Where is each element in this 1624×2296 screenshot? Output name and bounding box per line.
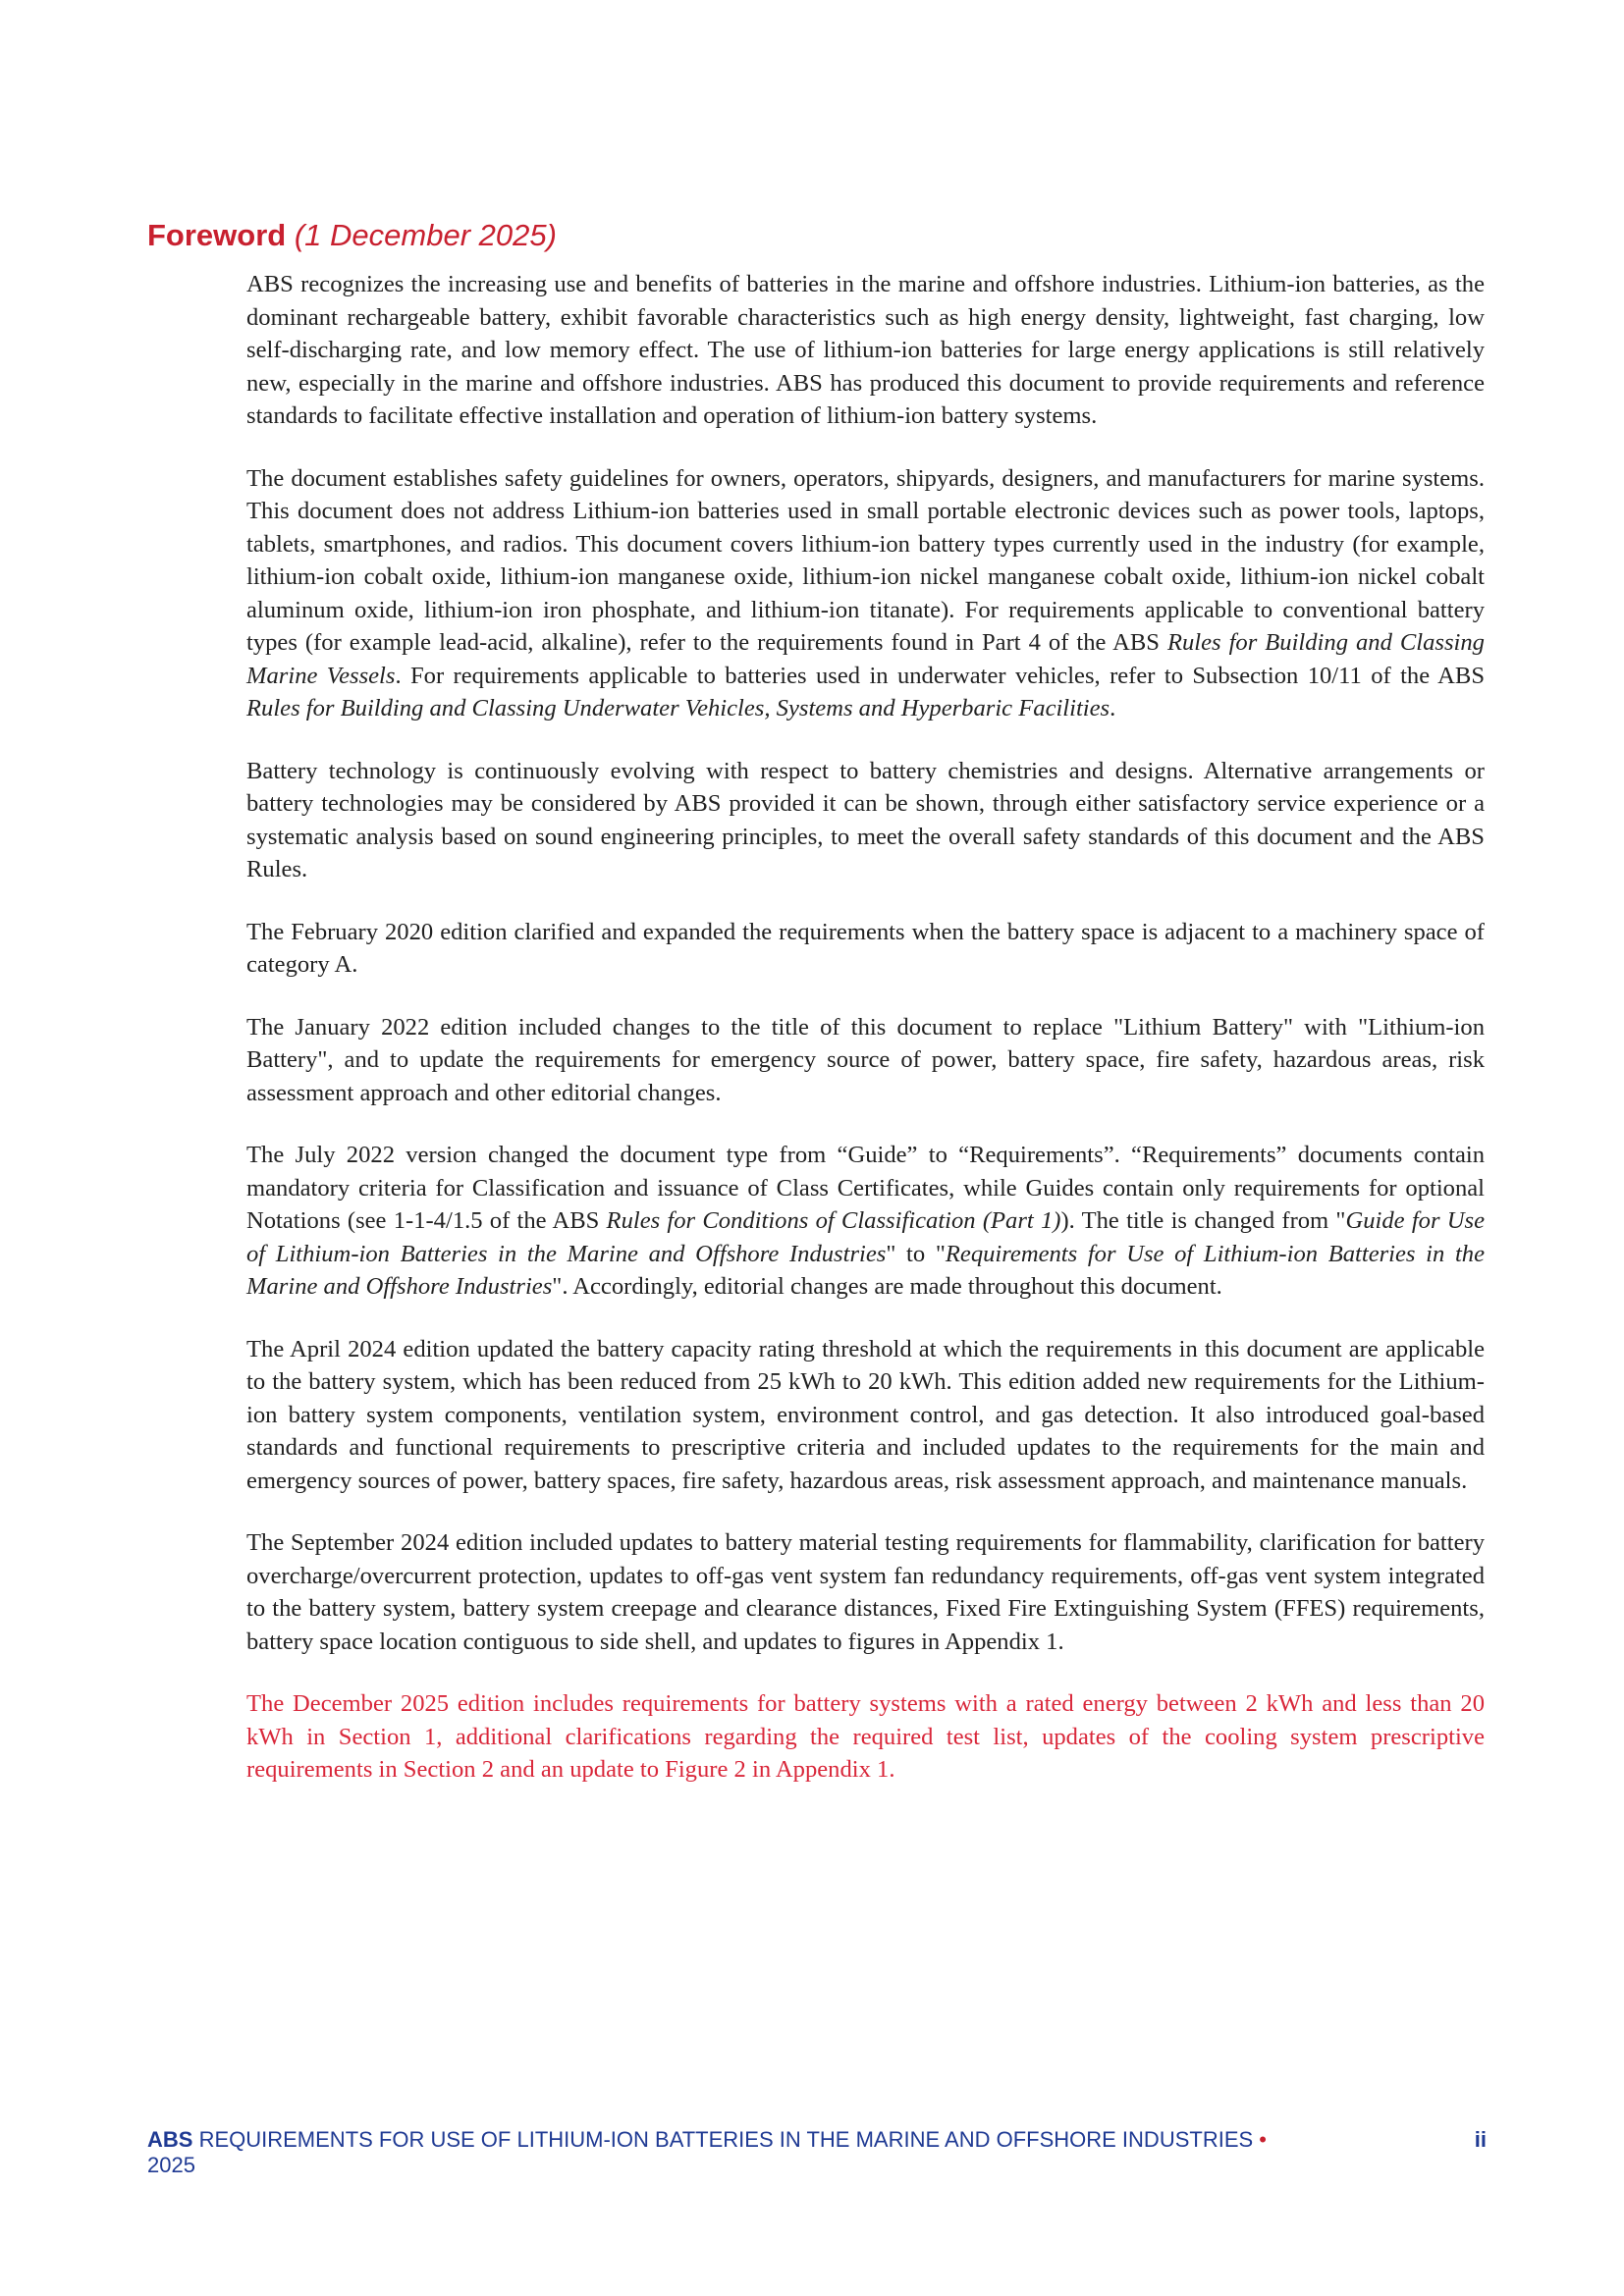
paragraph-text: . <box>1110 695 1116 721</box>
paragraph-sep-2024: The September 2024 edition included updates to battery material testing requirements for flammability, clarification for battery overcharge/overcurrent protection, updates to off-gas vent system fan redundancy requirements, off-gas vent system integrated to the battery system, battery system creepage and clearance distances, Fixed Fire Extinguishing System (FFES) requirements, battery space location contiguous to side shell, and updates to figures in Appendix 1. <box>246 1529 1485 1655</box>
footer-year: 2025 <box>147 2153 195 2177</box>
rules-reference-marine-vessels: Rules for Building and Classing Marine Vessels <box>246 629 1485 689</box>
rules-reference-conditions: Rules for Conditions of Classification (Part 1) <box>606 1207 1061 1234</box>
heading-title: Foreword <box>147 218 287 252</box>
paragraph-text: " to " <box>886 1240 946 1267</box>
new-title-reference: Requirements for Use of Lithium-ion Batteries in the Marine and Offshore Industries <box>246 1240 1485 1300</box>
page-footer <box>147 2127 1487 2178</box>
paragraph-apr-2024: The April 2024 edition updated the battery capacity rating threshold at which the requirements in this document are applicable to the battery system, which has been reduced from 25 kWh to 20 kWh. This edition added new requirements for the Lithium-ion battery system components, ventilation system, environment control, and gas detection. It also introduced goal-based standards and functional requirements to prescriptive criteria and included updates to the requirements for the main and emergency sources of power, battery spaces, fire safety, hazardous areas, risk assessment approach, and maintenance manuals. <box>246 1335 1485 1494</box>
paragraph-jan-2022: The January 2022 edition included changes to the title of this document to replace "Lithium Battery" with "Lithium-ion Battery", and to update the requirements for emergency source of power, battery space, fire safety, hazardous areas, risk assessment approach and other editorial changes. <box>246 1013 1485 1106</box>
paragraph-intro: ABS recognizes the increasing use and benefits of batteries in the marine and offshore industries. Lithium-ion batteries, as the dominant rechargeable battery, exhibit favorable characteristics such as high energy density, lightweight, fast charging, low self-discharging rate, and low memory effect. The use of lithium-ion batteries for large energy applications is still relatively new, especially in the marine and offshore industries. ABS has produced this document to provide requirements and reference standards to facilitate effective installation and operation of lithium-ion battery systems. <box>246 271 1485 429</box>
foreword-heading <box>147 216 557 255</box>
footer-title-text: REQUIREMENTS FOR USE OF LITHIUM-ION BATTERIES IN THE MARINE AND OFFSHORE INDUSTRIES <box>192 2127 1260 2152</box>
paragraph-jul-2022 <box>246 1139 1485 1304</box>
foreword-body <box>246 268 1485 1816</box>
paragraph-text: The document establishes safety guidelines for owners, operators, shipyards, designers, and manufacturers for marine systems. This document does not address Lithium-ion batteries used in small portable electronic devices such as power tools, laptops, tablets, smartphones, and radios. This document covers lithium-ion battery types currently used in the industry (for example, lithium-ion cobalt oxide, lithium-ion manganese oxide, lithium-ion nickel manganese cobalt oxide, lithium-ion nickel cobalt aluminum oxide, lithium-ion iron phosphate, and lithium-ion titanate). For requirements applicable to conventional battery types (for example lead-acid, alkaline), refer to the requirements found in Part 4 of the ABS <box>246 464 1485 656</box>
heading-date: (1 December 2025) <box>294 218 557 252</box>
old-title-reference: Guide for Use of Lithium-ion Batteries in the Marine and Offshore Industries <box>246 1207 1486 1267</box>
paragraph-technology: Battery technology is continuously evolving with respect to battery chemistries and designs. Alternative arrangements or battery technologies may be considered by ABS provided it can be shown, through either satisfactory service experience or a systematic analysis based on sound engineering principles, to meet the overall safety standards of this document and the ABS Rules. <box>246 757 1485 882</box>
footer-brand: ABS <box>147 2127 193 2152</box>
footer-bullet: • <box>1259 2127 1267 2152</box>
paragraph-text: ). The title is changed from " <box>1060 1207 1346 1234</box>
rules-reference-underwater-vehicles: Rules for Building and Classing Underwater Vehicles, Systems and Hyperbaric Facilities <box>246 695 1110 721</box>
page-number: ii <box>1474 2127 1487 2152</box>
footer-document-title <box>147 2127 1306 2178</box>
paragraph-dec-2025-revision: The December 2025 edition includes requirements for battery systems with a rated energy between 2 kWh and less than 20 kWh in Section 1, additional clarifications regarding the required test list, updates of the cooling system prescriptive requirements in Section 2 and an update to Figure 2 in Appendix 1. <box>246 1690 1485 1783</box>
paragraph-text: The July 2022 version changed the document type from “Guide” to “Requirements”. “Requirements” documents contain mandatory criteria for Classification and issuance of Class Certificates, while Guides contain only requirements for optional Notations (see 1-1-4/1.5 of the ABS <box>246 1142 1485 1234</box>
paragraph-text: . For requirements applicable to batteries used in underwater vehicles, refer to Subsection 10/11 of the ABS <box>395 662 1485 689</box>
paragraph-feb-2020: The February 2020 edition clarified and expanded the requirements when the battery space is adjacent to a machinery space of category A. <box>246 918 1485 978</box>
paragraph-scope <box>246 462 1485 725</box>
paragraph-text: ". Accordingly, editorial changes are made throughout this document. <box>552 1273 1222 1300</box>
